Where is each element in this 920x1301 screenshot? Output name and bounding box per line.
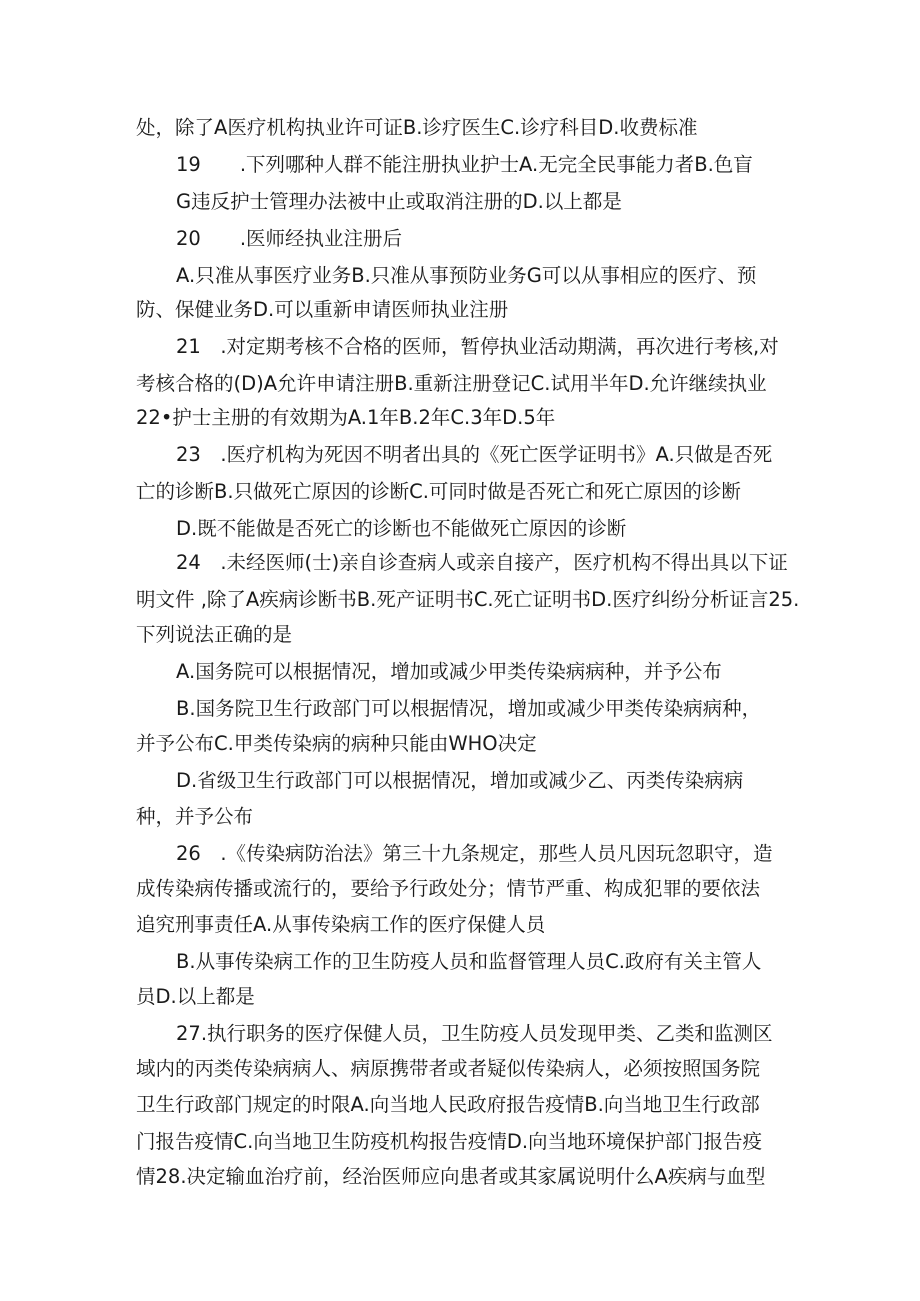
text-line: 22•护士主册的有效期为A.1年B.2年C.3年D.5年 bbox=[136, 406, 556, 429]
text-line: A.只准从事医疗业务B.只准从事预防业务G可以从事相应的医疗、预 bbox=[176, 264, 757, 287]
text-line: 门报告疫情C.向当地卫生防疫机构报告疫情D.向当地环境保护部门报告疫 bbox=[136, 1130, 763, 1153]
text-line: 21 .对定期考核不合格的医师，暂停执业活动期满，再次进行考核,对 bbox=[176, 335, 779, 358]
text-line: 追究刑事责任A.从事传染病工作的医疗保健人员 bbox=[136, 913, 546, 936]
text-line: B.国务院卫生行政部门可以根据情况，增加或减少甲类传染病病种， bbox=[176, 697, 762, 720]
text-line: 防、保健业务D.可以重新申请医师执业注册 bbox=[136, 298, 509, 321]
text-line: 下列说法正确的是 bbox=[136, 623, 293, 646]
text-line: B.从事传染病工作的卫生防疫人员和监督管理人员C.政府有关主管人 bbox=[176, 950, 762, 973]
text-line: 24 .未经医师(士)亲自诊查病人或亲自接产，医疗机构不得出具以下证 bbox=[176, 551, 788, 574]
text-line: 域内的丙类传染病病人、病原携带者或者疑似传染病人，必须按照国务院 bbox=[136, 1057, 761, 1080]
text-line: G违反护士管理办法被中止或取消注册的D.以上都是 bbox=[176, 190, 622, 213]
text-line: A.国务院可以根据情况，增加或减少甲类传染病病种，并予公布 bbox=[176, 660, 722, 683]
text-line: 员D.以上都是 bbox=[136, 985, 255, 1008]
text-line: 亡的诊断B.只做死亡原因的诊断C.可同时做是否死亡和死亡原因的诊断 bbox=[136, 480, 741, 503]
text-line: 19 .下列哪种人群不能注册执业护士A.无完全民事能力者B.色盲 bbox=[176, 153, 753, 176]
text-line: D.省级卫生行政部门可以根据情况，增加或减少乙、丙类传染病病 bbox=[176, 769, 744, 792]
text-line: D.既不能做是否死亡的诊断也不能做死亡原因的诊断 bbox=[176, 517, 627, 540]
text-line: 26 .《传染病防治法》第三十九条规定，那些人员凡因玩忽职守，造 bbox=[176, 842, 773, 865]
text-line: 考核合格的(D)A允许申请注册B.重新注册登记C.试用半年D.允许继续执业 bbox=[136, 372, 767, 395]
text-line: 处，除了A医疗机构执业许可证B.诊疗医生C.诊疗科目D.收费标准 bbox=[136, 116, 698, 139]
text-line: 20 .医师经执业注册后 bbox=[176, 227, 403, 250]
text-line: 情28.决定输血治疗前，经治医师应向患者或其家属说明什么A疾病与血型 bbox=[136, 1165, 766, 1188]
text-line: 27.执行职务的医疗保健人员，卫生防疫人员发现甲类、乙类和监测区 bbox=[176, 1022, 773, 1045]
text-line: 种，并予公布 bbox=[136, 805, 254, 828]
text-line: 卫生行政部门规定的时限A.向当地人民政府报告疫情B.向当地卫生行政部 bbox=[136, 1093, 760, 1116]
text-line: 明文件 ,除了A疾病诊断书B.死产证明书C.死亡证明书D.医疗纠纷分析证言25. bbox=[136, 588, 800, 611]
text-line: 并予公布C.甲类传染病的病种只能由WHO决定 bbox=[136, 732, 537, 755]
text-line: 成传染病传播或流行的，要给予行政处分；情节严重、构成犯罪的要依法 bbox=[136, 877, 761, 900]
text-line: 23 .医疗机构为死因不明者出具的《死亡医学证明书》A.只做是否死 bbox=[176, 443, 773, 466]
